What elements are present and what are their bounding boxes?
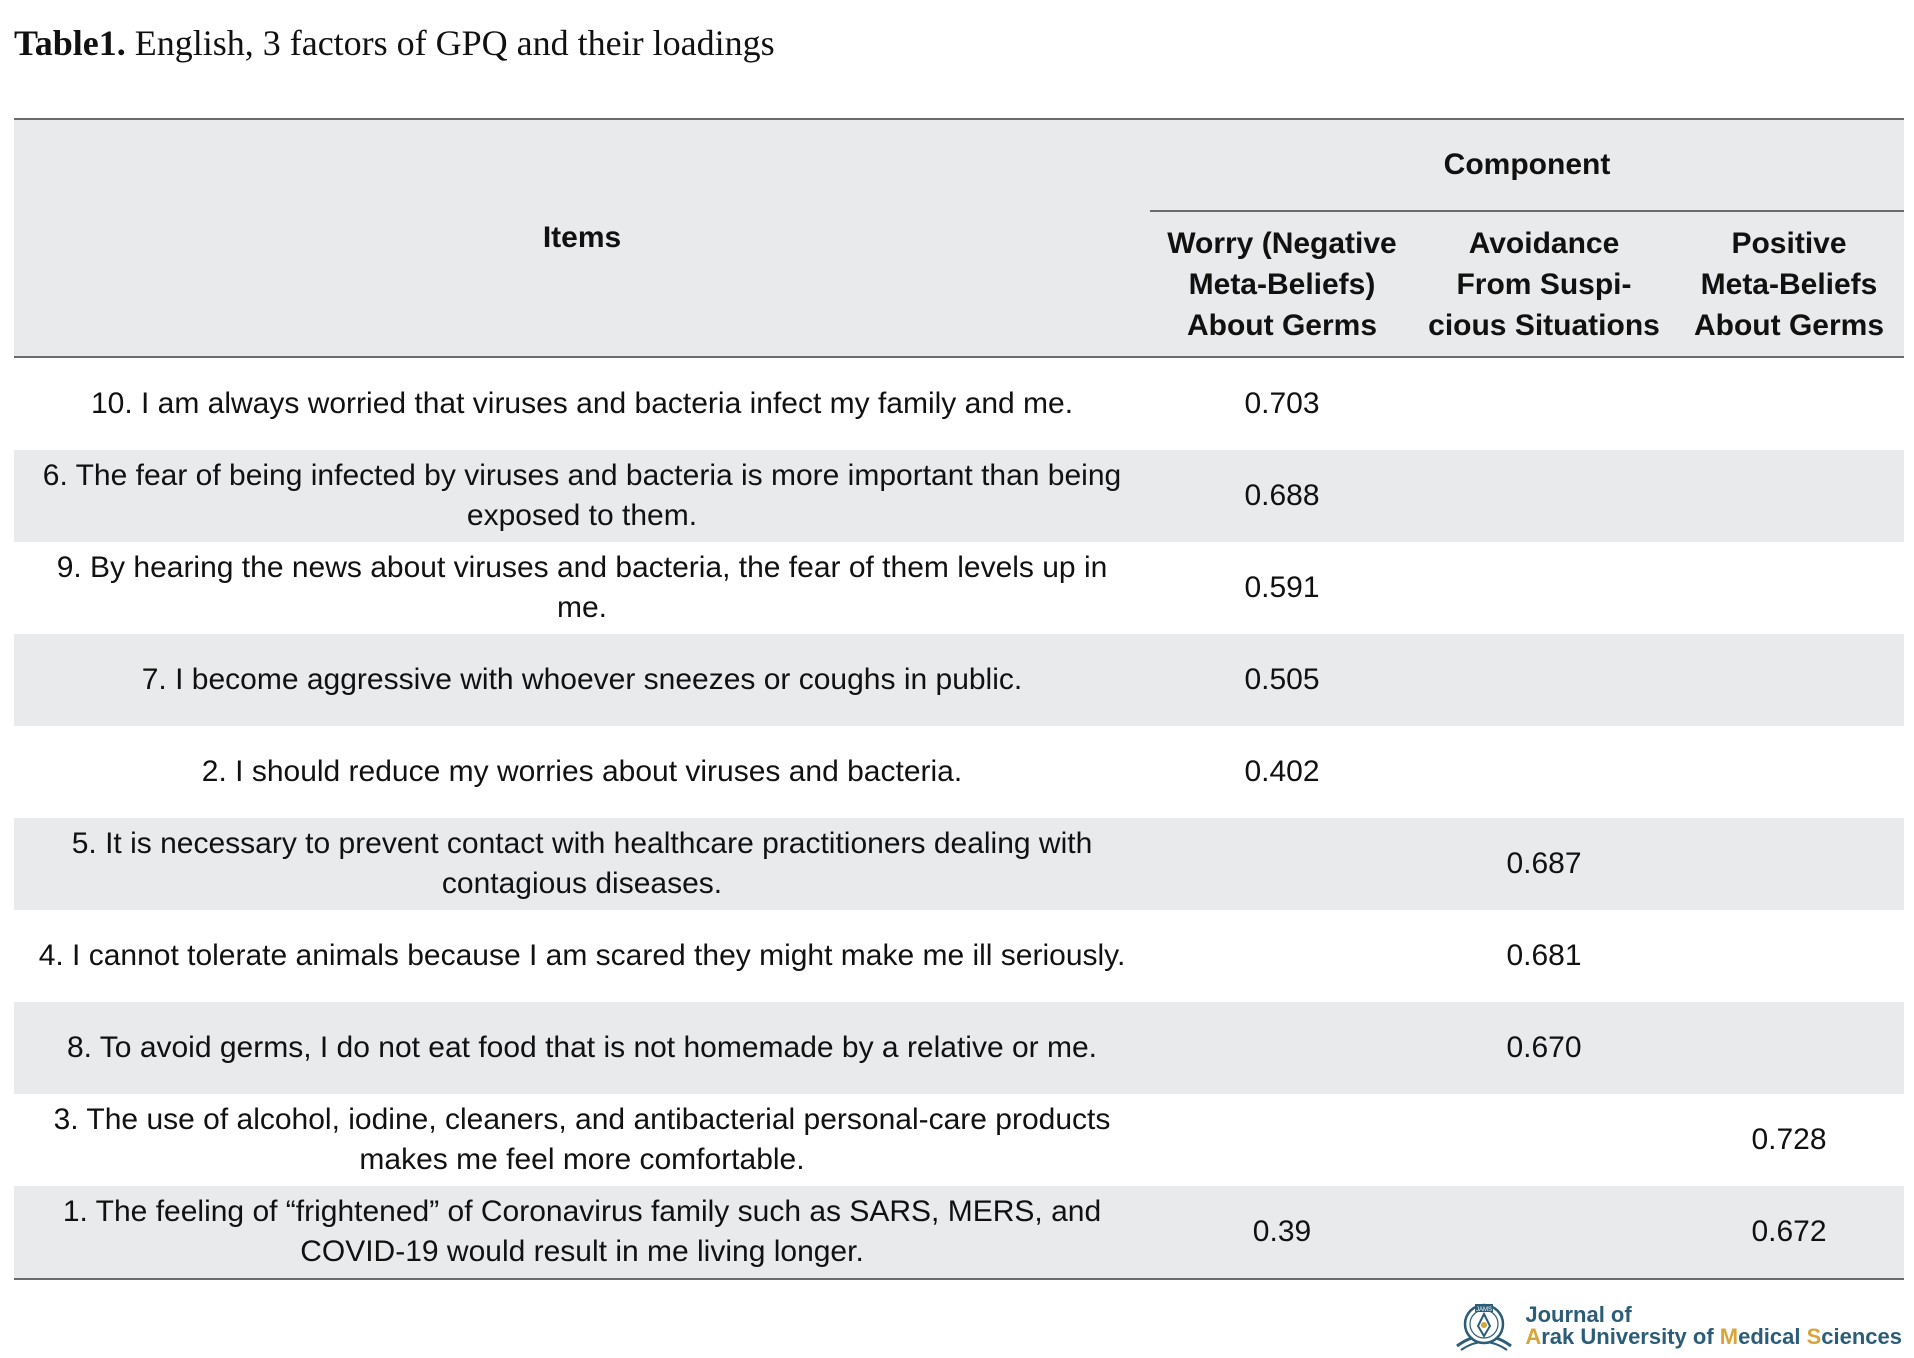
table-row	[14, 1002, 1904, 1094]
loading-cell-factor-1: 0.688	[1150, 450, 1414, 542]
loading-cell-factor-3	[1674, 450, 1904, 542]
loading-cell-factor-2	[1414, 726, 1674, 818]
journal-name-line1: Journal of	[1525, 1302, 1632, 1327]
loading-cell-factor-1: 0.505	[1150, 634, 1414, 726]
university-seal-icon	[1449, 1296, 1519, 1356]
loading-cell-factor-2	[1414, 450, 1674, 542]
loading-cell-factor-2	[1414, 1186, 1674, 1279]
items-column-header: Items	[14, 119, 1150, 357]
journal-logo	[1449, 1296, 1902, 1356]
loading-cell-factor-2	[1414, 357, 1674, 450]
loading-cell-factor-2: 0.687	[1414, 818, 1674, 910]
table-row	[14, 1186, 1904, 1279]
loading-cell-factor-1: 0.39	[1150, 1186, 1414, 1279]
table-row	[14, 910, 1904, 1002]
item-text-cell: 1. The feeling of “frightened” of Coronavirus family such as SARS, MERS, and COVID-19 would result in me living longer.	[14, 1186, 1150, 1279]
loading-cell-factor-3: 0.728	[1751, 1123, 1827, 1156]
loading-cell-factor-1	[1150, 1002, 1414, 1094]
item-text-cell: 4. I cannot tolerate animals because I am scared they might make me ill seriously.	[38, 939, 1126, 972]
loading-cell-factor-3	[1674, 910, 1904, 1002]
loading-cell-factor-3	[1674, 1002, 1904, 1094]
factor-header-positive: Positive Meta-Beliefs About Germs	[1674, 211, 1904, 357]
item-text-cell: 3. The use of alcohol, iodine, cleaners, and antibacterial personal-care products makes me feel more comfortable.	[53, 1103, 1111, 1176]
loading-cell-factor-1	[1150, 910, 1414, 1002]
loading-cell-factor-2: 0.670	[1414, 1002, 1674, 1094]
loading-cell-factor-1	[1150, 1094, 1414, 1186]
factor-header-avoidance: Avoidance From Suspi- cious Situations	[1414, 211, 1674, 357]
loading-cell-factor-1	[1150, 818, 1414, 910]
loading-cell-factor-3	[1674, 357, 1904, 450]
item-text-cell: 9. By hearing the news about viruses and bacteria, the fear of them levels up in me.	[56, 551, 1108, 624]
table-caption	[14, 22, 775, 64]
table-row	[14, 450, 1904, 542]
caption-label: Table1.	[14, 23, 126, 63]
loading-cell-factor-1: 0.402	[1244, 755, 1320, 788]
table-row	[14, 1094, 1904, 1186]
component-header: Component	[1150, 119, 1904, 211]
item-text-cell: 2. I should reduce my worries about viruses and bacteria.	[201, 755, 963, 788]
loading-cell-factor-1: 0.703	[1244, 387, 1320, 420]
loading-cell-factor-3	[1674, 542, 1904, 634]
loading-cell-factor-3	[1674, 634, 1904, 726]
table-body	[14, 357, 1904, 1279]
item-text-cell: 10. I am always worried that viruses and bacteria infect my family and me.	[90, 387, 1074, 420]
loading-cell-factor-2	[1414, 634, 1674, 726]
table-row	[14, 726, 1904, 818]
loading-cell-factor-2: 0.681	[1506, 939, 1582, 972]
table-row	[14, 818, 1904, 910]
caption-text: English, 3 factors of GPQ and their loadings	[125, 23, 775, 63]
loading-cell-factor-3: 0.672	[1674, 1186, 1904, 1279]
journal-name	[1525, 1304, 1902, 1348]
table-row	[14, 634, 1904, 726]
loading-cell-factor-2	[1414, 542, 1674, 634]
svg-text:JAMS: JAMS	[1476, 1307, 1493, 1313]
item-text-cell: 5. It is necessary to prevent contact with healthcare practitioners dealing with contagious diseases.	[14, 818, 1150, 910]
table-row	[14, 542, 1904, 634]
item-text-cell: 7. I become aggressive with whoever sneezes or coughs in public.	[14, 634, 1150, 726]
item-text-cell: 6. The fear of being infected by viruses and bacteria is more important than being exposed to them.	[14, 450, 1150, 542]
item-text-cell: 8. To avoid germs, I do not eat food that is not homemade by a relative or me.	[14, 1002, 1150, 1094]
loading-cell-factor-3	[1674, 726, 1904, 818]
factor-loadings-table	[14, 118, 1904, 1280]
table-row	[14, 357, 1904, 450]
journal-name-line2: Arak University of Medical Sciences	[1525, 1324, 1902, 1349]
loading-cell-factor-3	[1674, 818, 1904, 910]
factor-header-worry: Worry (Negative Meta-Beliefs) About Germs	[1150, 211, 1414, 357]
loading-cell-factor-2	[1414, 1094, 1674, 1186]
loading-cell-factor-1: 0.591	[1244, 571, 1320, 604]
